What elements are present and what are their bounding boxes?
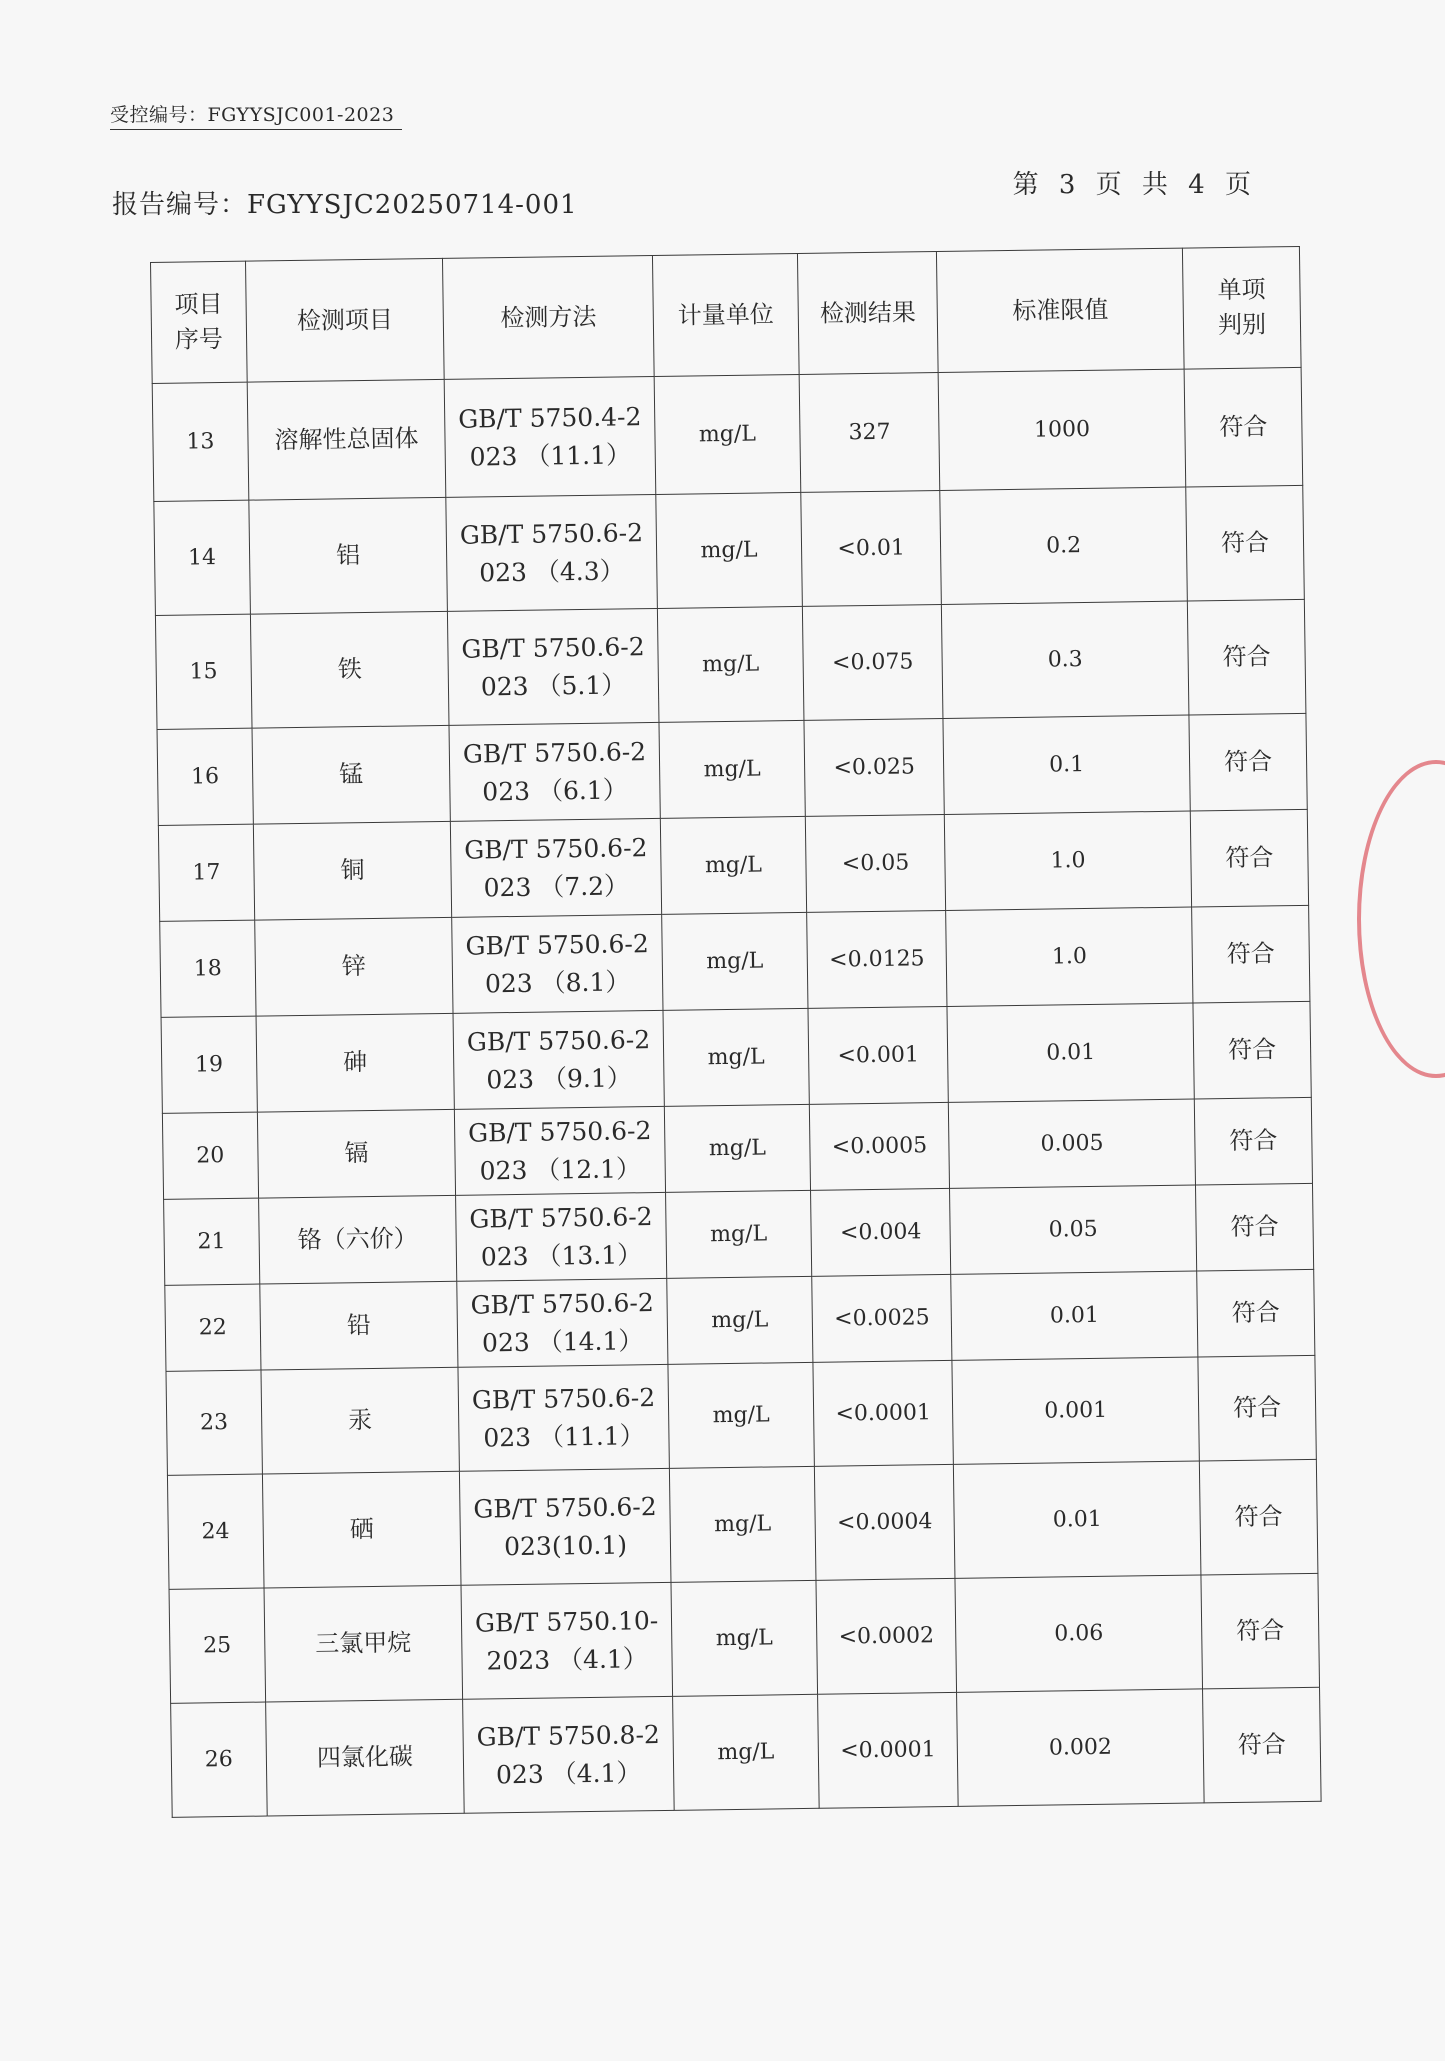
row-limit: 0.2 [940,487,1187,604]
row-item: 铝 [249,497,448,614]
row-judge: 符合 [1193,1001,1311,1099]
row-seq: 22 [165,1284,261,1371]
page-number: 第 3 页 共 4 页 [1012,170,1257,200]
row-limit: 1000 [938,369,1186,490]
row-method: GB/T 5750.6-2023 （7.2） [451,818,662,917]
row-limit: 1.0 [946,907,1193,1006]
row-result: <0.004 [811,1188,951,1276]
header-judge: 单项 判别 [1182,246,1301,369]
row-item: 铅 [260,1281,459,1370]
row-unit: mg/L [656,492,803,608]
table-row [162,1097,1312,1199]
row-limit: 0.06 [955,1575,1202,1692]
header-item: 检测项目 [245,258,444,382]
row-item: 硒 [262,1471,461,1588]
row-judge: 符合 [1203,1687,1322,1803]
row-judge: 符合 [1201,1573,1320,1689]
table-row [167,1459,1317,1589]
row-limit: 0.01 [947,1003,1194,1102]
row-method: GB/T 5750.6-2023 （5.1） [448,608,659,725]
row-method: GB/T 5750.6-2023 （8.1） [452,914,663,1013]
header-seq: 项目 序号 [151,261,247,383]
row-limit: 0.005 [948,1099,1195,1188]
header-limit: 标准限值 [937,248,1185,372]
table-row [165,1269,1315,1371]
row-method: GB/T 5750.4-2023 （11.1） [444,376,655,497]
row-item: 锰 [252,725,451,824]
row-judge: 符合 [1190,809,1308,907]
row-seq: 16 [157,728,253,825]
row-method: GB/T 5750.10-2023 （4.1） [461,1582,672,1699]
row-seq: 21 [164,1198,260,1285]
row-result: <0.0005 [809,1102,949,1190]
row-result: <0.0004 [814,1464,955,1580]
row-unit: mg/L [667,1276,813,1364]
row-result: <0.075 [802,604,943,720]
header-unit: 计量单位 [652,253,799,376]
row-unit: mg/L [659,720,805,818]
row-seq: 15 [155,614,251,729]
row-item: 铜 [253,821,452,920]
row-method: GB/T 5750.6-2023 （11.1） [458,1364,669,1471]
row-unit: mg/L [662,912,808,1010]
row-method: GB/T 5750.6-2023 （12.1） [455,1106,666,1195]
row-seq: 23 [166,1370,262,1475]
table-row [157,713,1307,825]
row-result: <0.001 [808,1006,948,1104]
row-seq: 26 [171,1702,267,1817]
row-judge: 符合 [1189,713,1307,811]
table-row [158,809,1308,921]
row-unit: mg/L [660,816,806,914]
table-row [166,1355,1316,1475]
row-judge: 符合 [1187,599,1306,715]
row-judge: 符合 [1197,1269,1315,1357]
row-unit: mg/L [665,1190,811,1278]
row-seq: 13 [152,382,248,501]
row-item: 砷 [256,1013,455,1112]
row-seq: 19 [161,1016,257,1113]
table-row [161,1001,1311,1113]
row-limit: 0.002 [957,1689,1204,1806]
row-result: <0.025 [804,718,944,816]
row-unit: mg/L [669,1466,816,1582]
row-result: <0.0002 [816,1578,957,1694]
row-item: 镉 [257,1109,456,1198]
row-limit: 0.001 [952,1357,1199,1464]
row-judge: 符合 [1196,1183,1314,1271]
table-row [152,367,1303,501]
row-method: GB/T 5750.6-2023 （6.1） [449,722,660,821]
row-item: 汞 [261,1367,460,1474]
header-result: 检测结果 [797,252,938,375]
row-limit: 0.1 [943,715,1190,814]
row-seq: 20 [162,1112,258,1199]
row-result: <0.01 [801,490,942,606]
row-judge: 符合 [1184,367,1303,487]
row-limit: 0.01 [953,1461,1200,1578]
row-item: 铁 [250,611,449,728]
row-unit: mg/L [663,1008,809,1106]
row-unit: mg/L [672,1694,819,1810]
row-result: 327 [799,373,940,493]
row-unit: mg/L [671,1580,818,1696]
table-row [164,1183,1314,1285]
row-limit: 1.0 [944,811,1191,910]
row-item: 四氯化碳 [265,1699,464,1816]
row-result: <0.0125 [807,910,947,1008]
row-limit: 0.01 [951,1271,1198,1360]
row-method: GB/T 5750.6-2023 （13.1） [456,1192,667,1281]
row-judge: 符合 [1186,485,1305,601]
row-method: GB/T 5750.8-2023 （4.1） [463,1696,674,1813]
header-method: 检测方法 [443,255,654,379]
table-row [160,905,1310,1017]
report-number: 报告编号：FGYYSJC20250714-001 [112,190,578,220]
row-item: 溶解性总固体 [247,379,446,500]
row-seq: 18 [160,920,256,1017]
row-unit: mg/L [657,606,804,722]
row-unit: mg/L [654,374,801,494]
row-result: <0.0025 [812,1274,952,1362]
table-row [154,485,1304,615]
row-seq: 14 [154,500,250,615]
row-method: GB/T 5750.6-2023(10.1) [460,1468,671,1585]
table-row [171,1687,1321,1817]
row-result: <0.05 [805,814,945,912]
table-body [152,367,1321,1817]
row-item: 铬（六价） [258,1195,457,1284]
row-seq: 25 [169,1588,265,1703]
row-item: 三氯甲烷 [264,1585,463,1702]
row-method: GB/T 5750.6-2023 （4.3） [446,494,657,611]
row-seq: 17 [158,824,254,921]
row-result: <0.0001 [813,1360,954,1466]
row-unit: mg/L [668,1362,815,1468]
table-row [155,599,1305,729]
row-judge: 符合 [1194,1097,1312,1185]
row-result: <0.0001 [818,1692,959,1808]
control-number: 受控编号：FGYYSJC001-2023 [110,100,402,130]
row-item: 锌 [254,917,453,1016]
row-judge: 符合 [1198,1355,1316,1461]
test-results-table [150,246,1322,1818]
row-limit: 0.05 [950,1185,1197,1274]
row-unit: mg/L [664,1104,810,1192]
table-header-row [151,246,1302,383]
red-seal-stamp [1357,760,1445,1078]
row-limit: 0.3 [941,601,1188,718]
row-seq: 24 [167,1474,263,1589]
table-row [169,1573,1319,1703]
row-judge: 符合 [1199,1459,1318,1575]
row-method: GB/T 5750.6-2023 （9.1） [453,1010,664,1109]
row-judge: 符合 [1192,905,1310,1003]
row-method: GB/T 5750.6-2023 （14.1） [457,1278,668,1367]
